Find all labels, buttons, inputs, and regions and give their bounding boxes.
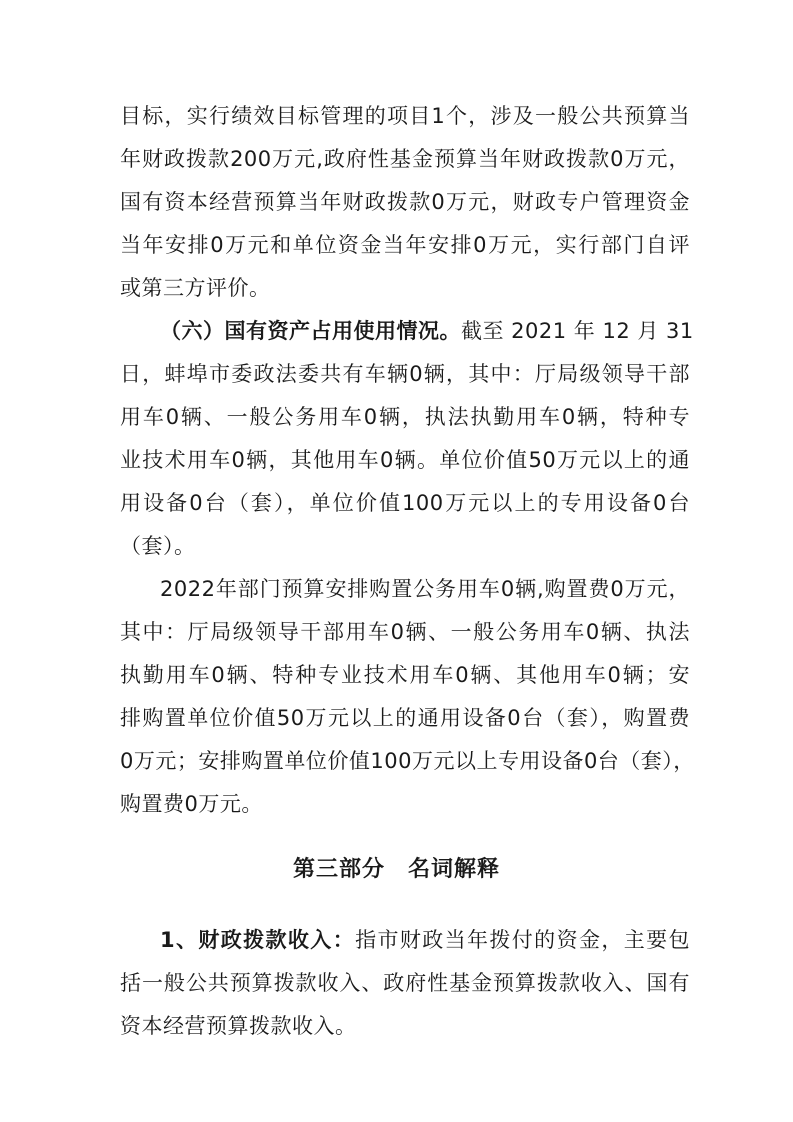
paragraph-line: 或第三方评价。 — [120, 276, 271, 300]
section-six-first-line — [160, 319, 694, 343]
paragraph-line: 日，蚌埠市委政法委共有车辆0辆，其中：厅局级领导干部 — [120, 362, 690, 386]
section-six-first-line-text: 截至 2021 年 12 月 31 — [461, 319, 694, 343]
paragraph-line: 括一般公共预算拨款收入、政府性基金预算拨款收入、国有 — [120, 971, 690, 995]
term-one-label: 1、财政拨款收入： — [160, 928, 356, 952]
paragraph-line: 当年安排0万元和单位资金当年安排0万元，实行部门自评 — [120, 233, 690, 257]
paragraph-line: 目标，实行绩效目标管理的项目1个，涉及一般公共预算当 — [120, 104, 690, 128]
paragraph-line: 用车0辆、一般公务用车0辆，执法执勤用车0辆，特种专 — [120, 405, 690, 429]
paragraph-line: 年财政拨款200万元,政府性基金预算当年财政拨款0万元， — [120, 147, 690, 171]
paragraph-line: 排购置单位价值50万元以上的通用设备0台（套），购置费 — [120, 706, 690, 730]
part-three-heading: 第三部分 名词解释 — [292, 857, 500, 882]
paragraph-line: 业技术用车0辆，其他用车0辆。单位价值50万元以上的通 — [120, 448, 690, 472]
paragraph-line: 购置费0万元。 — [120, 792, 263, 816]
paragraph-line: 执勤用车0辆、特种专业技术用车0辆、其他用车0辆；安 — [120, 663, 690, 687]
paragraph-line: 0万元；安排购置单位价值100万元以上专用设备0台（套）， — [120, 749, 695, 773]
paragraph-line: 2022年部门预算安排购置公务用车0辆,购置费0万元， — [160, 577, 690, 601]
paragraph-line: 国有资本经营预算当年财政拨款0万元，财政专户管理资金 — [120, 190, 690, 214]
paragraph-line: 资本经营预算拨款收入。 — [120, 1014, 357, 1038]
term-one-first-line-text: 指市财政当年拨付的资金，主要包 — [355, 928, 690, 952]
term-one-first-line — [160, 930, 690, 951]
paragraph-line: 其中：厅局级领导干部用车0辆、一般公务用车0辆、执法 — [120, 620, 690, 644]
paragraph-line: 用设备0台（套），单位价值100万元以上的专用设备0台 — [120, 491, 690, 515]
paragraph-line: （套）。 — [120, 534, 196, 558]
section-six-heading: （六）国有资产占用使用情况。 — [160, 319, 461, 343]
